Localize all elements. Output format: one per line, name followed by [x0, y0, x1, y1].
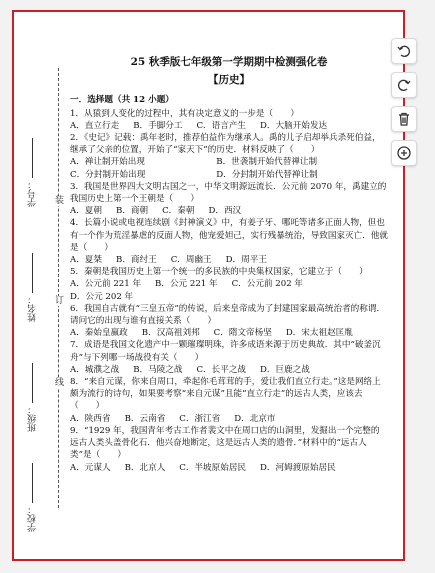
question-stem: 2．《史记》记载：禹年老时，推荐伯益作为继承人。禹的儿子启却举兵杀死伯益，继承了父亲的位置，开始了“家天下”的历史．材料反映了（ ）: [70, 133, 381, 156]
student-id-field: [26, 138, 39, 207]
class-label: 班级：: [28, 405, 38, 432]
question-option: C．分封制开始出现: [70, 169, 146, 180]
question-option: A．陕西省: [70, 413, 111, 424]
question-option: D．分封制开始代替禅让制: [216, 169, 318, 180]
exam-content: [70, 18, 388, 556]
question-option: B．云南省: [124, 413, 166, 424]
question-stem: 9．“1929 年，我国青年考古工作者裴文中在周口店的山洞里，发掘出一个完整的远古人类头盖骨化石．他兴奋地断定，这是远古人类的遗骨．”材料中的“远古人类”是（ ）: [70, 425, 380, 461]
question-options: [70, 120, 388, 132]
question-option: D．巨鹿之战: [260, 364, 310, 375]
question-stem: 3．我国是世界四大文明古国之一，中华文明源远流长．公元前 2070 年，禹建立的我国历史上第一个王朝是（ ）: [70, 181, 387, 205]
question-option: B．汉高祖刘邦: [141, 328, 200, 339]
question-option: D．大脑开始发达: [260, 120, 328, 131]
question-stem: 6．我国自古就有“三皇五帝”的传说，后来皇帝成为了封建国家最高统治者的称谓．请问它的出现与谁有直接关系（ ）: [70, 303, 386, 327]
class-field: [26, 363, 39, 432]
question-option: C．语言产生: [196, 120, 247, 131]
question-option: A．元谋人: [70, 462, 111, 473]
question-item: [70, 217, 388, 266]
trash-icon: [396, 111, 412, 127]
question-item: [70, 181, 388, 218]
question-stem: 7．成语是我国文化遗产中一颗璀璨明珠，许多成语来源于历史典故．其中“破釜沉舟”与下列哪一场战役有关（ ）: [70, 340, 381, 363]
question-options: [70, 205, 388, 217]
question-item: [70, 425, 388, 474]
binding-mark-xian: 线: [55, 378, 65, 388]
question-option: B．世袭制开始代替禅让制: [216, 157, 318, 168]
question-option: A．直立行走: [70, 120, 120, 131]
question-stem: 8．“来自元谋，你来自周口，牵起你毛茸茸的手，爱让我们直立行走。”这是网络上颇为流行的诗句，如果要考察“来自元谋”且能“直立行走”的远古人类，应该去（ ）: [70, 377, 381, 412]
question-item: [70, 266, 388, 303]
question-list: [70, 108, 388, 474]
exam-title: 25 秋季版七年级第一学期期中检测强化卷: [130, 56, 328, 68]
rotate-right-icon: [396, 77, 412, 93]
question-item: [70, 376, 388, 425]
question-option: C．长平之战: [196, 364, 247, 375]
name-label: 姓名：: [28, 295, 38, 322]
question-item: [70, 132, 388, 181]
question-option: D．宋太祖赵匡胤: [285, 328, 353, 339]
question-option: A．城濮之战: [70, 364, 120, 375]
question-option: D．西汉: [208, 206, 242, 217]
question-options: [70, 327, 388, 339]
question-stem: 4．长篇小说或电视连续剧《封神演义》中，有姜子牙、哪吒等诸多正面人物，但也有一个作为荒淫暴虐的反面人物，他宠爱妲己，实行残暴统治，导致国家灭亡．他就是（ ）: [70, 218, 388, 253]
question-option: B．手脚分工: [133, 120, 183, 131]
question-options: [70, 156, 388, 180]
question-option: C．秦朝: [162, 206, 195, 217]
question-item: [70, 339, 388, 376]
question-option: C．半坡原始居民: [179, 462, 247, 473]
question-options: [70, 278, 388, 302]
question-option: A．夏朝: [70, 206, 102, 217]
question-stem: 1．从猿到人变化的过程中，其有决定意义的一步是（ ）: [70, 108, 299, 119]
binding-dashed-line: [58, 68, 59, 508]
question-options: [70, 462, 388, 474]
rotate-right-button[interactable]: [391, 72, 417, 98]
question-option: A．夏桀: [70, 255, 102, 266]
question-option: A．禅让制开始出现: [70, 157, 145, 168]
question-stem: 5．秦朝是我国历史上第一个统一的多民族的中央集权国家，它建立于（ ）: [70, 267, 368, 278]
question-option: A．公元前 221 年: [70, 279, 142, 290]
question-option: D．公元 202 年: [70, 291, 134, 302]
question-option: B．商朝: [116, 206, 149, 217]
exam-subject: 【历史】: [208, 74, 250, 87]
binding-margin: [18, 18, 70, 556]
delete-button[interactable]: [391, 106, 417, 132]
question-option: C．周幽王: [170, 255, 212, 266]
exam-paper: [18, 18, 399, 556]
student-id-label: 学号：: [28, 180, 38, 207]
question-option: D．周平王: [225, 255, 267, 266]
school-field: [26, 463, 39, 532]
question-item: [70, 303, 388, 340]
question-item: [70, 108, 388, 132]
question-option: C．公元前 202 年: [231, 279, 304, 290]
question-options: [70, 254, 388, 266]
question-option: A．秦始皇嬴政: [70, 328, 128, 339]
add-button[interactable]: [391, 140, 417, 166]
question-options: [70, 413, 388, 425]
question-option: B．北京人: [124, 462, 166, 473]
section-title: 一．选择题（共 12 小题）: [70, 95, 174, 106]
binding-mark-zhuang: 装: [55, 196, 65, 206]
side-toolbar: [391, 38, 419, 166]
rotate-left-button[interactable]: [391, 38, 417, 64]
binding-mark-ding: 订: [55, 296, 65, 306]
name-field: [26, 253, 39, 322]
school-label: 学校：: [28, 505, 38, 532]
question-options: [70, 364, 388, 376]
question-option: B．马陵之战: [133, 364, 183, 375]
question-option: C．浙江省: [179, 413, 221, 424]
question-option: D．北京市: [234, 413, 276, 424]
rotate-left-icon: [396, 43, 412, 59]
question-option: D．河姆渡原始居民: [260, 462, 336, 473]
question-option: C．隋文帝杨坚: [213, 328, 272, 339]
plus-circle-icon: [396, 145, 412, 161]
question-option: B．公元 221 年: [155, 279, 218, 290]
question-option: B．商纣王: [116, 255, 157, 266]
